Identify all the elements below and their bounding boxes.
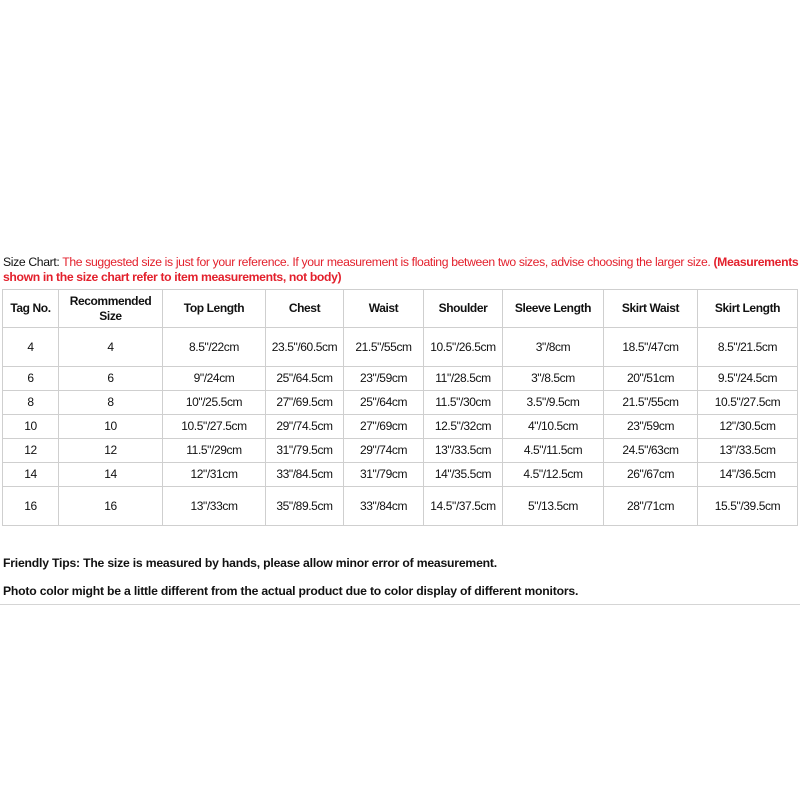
table-cell: 20"/51cm <box>604 367 698 391</box>
table-row <box>3 487 798 526</box>
table-cell: 18.5"/47cm <box>604 328 698 367</box>
table-cell: 12.5"/32cm <box>424 415 503 439</box>
table-cell: 21.5"/55cm <box>604 391 698 415</box>
table-cell: 8 <box>59 391 163 415</box>
column-header: Tag No. <box>3 290 59 328</box>
table-cell: 6 <box>3 367 59 391</box>
divider <box>0 604 800 605</box>
table-cell: 10.5"/27.5cm <box>163 415 266 439</box>
table-cell: 5"/13.5cm <box>503 487 604 526</box>
table-cell: 4.5"/12.5cm <box>503 463 604 487</box>
table-cell: 14"/36.5cm <box>698 463 798 487</box>
table-cell: 14 <box>59 463 163 487</box>
size-note: The suggested size is just for your reference. If your measurement is floating between two sizes, advise choosing the larger size. <box>59 255 714 269</box>
size-chart-label: Size Chart: <box>3 255 60 269</box>
table-row <box>3 391 798 415</box>
column-header: Skirt Waist <box>604 290 698 328</box>
size-chart-intro <box>3 255 800 285</box>
table-cell: 10.5"/26.5cm <box>424 328 503 367</box>
column-header: Recommended Size <box>59 290 163 328</box>
column-header: Sleeve Length <box>503 290 604 328</box>
table-cell: 13"/33.5cm <box>424 439 503 463</box>
table-cell: 9.5"/24.5cm <box>698 367 798 391</box>
table-cell: 23"/59cm <box>604 415 698 439</box>
column-header: Skirt Length <box>698 290 798 328</box>
table-cell: 16 <box>59 487 163 526</box>
table-cell: 3.5"/9.5cm <box>503 391 604 415</box>
column-header: Shoulder <box>424 290 503 328</box>
table-cell: 13"/33.5cm <box>698 439 798 463</box>
table-cell: 16 <box>3 487 59 526</box>
table-cell: 12"/31cm <box>163 463 266 487</box>
table-row <box>3 439 798 463</box>
table-cell: 33"/84.5cm <box>266 463 344 487</box>
table-cell: 6 <box>59 367 163 391</box>
table-cell: 10"/25.5cm <box>163 391 266 415</box>
table-row <box>3 463 798 487</box>
table-cell: 23"/59cm <box>344 367 424 391</box>
table-cell: 10 <box>3 415 59 439</box>
table-cell: 9"/24cm <box>163 367 266 391</box>
table-cell: 35"/89.5cm <box>266 487 344 526</box>
table-cell: 4 <box>59 328 163 367</box>
table-cell: 31"/79.5cm <box>266 439 344 463</box>
table-cell: 26"/67cm <box>604 463 698 487</box>
table-cell: 8 <box>3 391 59 415</box>
table-cell: 29"/74cm <box>344 439 424 463</box>
table-cell: 4"/10.5cm <box>503 415 604 439</box>
table-cell: 12 <box>59 439 163 463</box>
table-cell: 27"/69.5cm <box>266 391 344 415</box>
table-cell: 13"/33cm <box>163 487 266 526</box>
table-cell: 29"/74.5cm <box>266 415 344 439</box>
table-cell: 14"/35.5cm <box>424 463 503 487</box>
table-cell: 11.5"/30cm <box>424 391 503 415</box>
table-cell: 10 <box>59 415 163 439</box>
photo-color-note: Photo color might be a little different from the actual product due to color display of different monitors. <box>3 584 579 598</box>
table-cell: 25"/64cm <box>344 391 424 415</box>
table-cell: 8.5"/21.5cm <box>698 328 798 367</box>
table-cell: 12 <box>3 439 59 463</box>
column-header: Top Length <box>163 290 266 328</box>
table-cell: 21.5"/55cm <box>344 328 424 367</box>
table-cell: 11.5"/29cm <box>163 439 266 463</box>
table-cell: 4.5"/11.5cm <box>503 439 604 463</box>
measurement-note: (Measurements shown in the size chart refer to item measurements, not body) <box>3 255 799 284</box>
table-cell: 25"/64.5cm <box>266 367 344 391</box>
table-row <box>3 367 798 391</box>
table-row <box>3 415 798 439</box>
table-cell: 4 <box>3 328 59 367</box>
table-cell: 33"/84cm <box>344 487 424 526</box>
table-cell: 23.5"/60.5cm <box>266 328 344 367</box>
size-table <box>2 289 798 526</box>
friendly-tips: Friendly Tips: The size is measured by hands, please allow minor error of measurement. <box>3 556 497 570</box>
table-cell: 28"/71cm <box>604 487 698 526</box>
table-cell: 11"/28.5cm <box>424 367 503 391</box>
table-cell: 14.5"/37.5cm <box>424 487 503 526</box>
table-cell: 3"/8.5cm <box>503 367 604 391</box>
table-cell: 3"/8cm <box>503 328 604 367</box>
table-cell: 15.5"/39.5cm <box>698 487 798 526</box>
table-header-row <box>3 290 798 328</box>
table-cell: 27"/69cm <box>344 415 424 439</box>
table-cell: 14 <box>3 463 59 487</box>
table-cell: 24.5"/63cm <box>604 439 698 463</box>
table-row <box>3 328 798 367</box>
table-cell: 8.5"/22cm <box>163 328 266 367</box>
table-cell: 31"/79cm <box>344 463 424 487</box>
table-cell: 12"/30.5cm <box>698 415 798 439</box>
column-header: Waist <box>344 290 424 328</box>
column-header: Chest <box>266 290 344 328</box>
table-cell: 10.5"/27.5cm <box>698 391 798 415</box>
